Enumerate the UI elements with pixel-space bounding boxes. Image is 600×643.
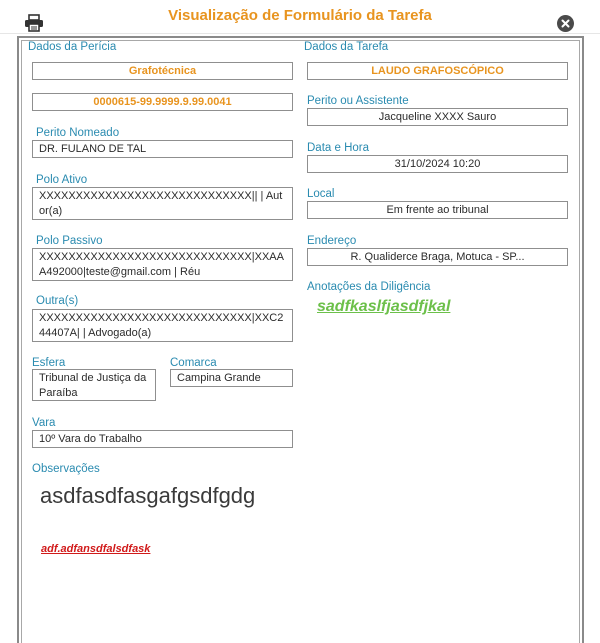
anotacoes-signature: sadfkaslfjasdfjkal xyxy=(317,298,451,315)
modal-header xyxy=(0,0,600,34)
polo-passivo-field: XXXXXXXXXXXXXXXXXXXXXXXXXXXXX|XXAAA492000|teste@gmail.com | Réu xyxy=(32,248,293,281)
modal-title: Visualização de Formulário da Tarefa xyxy=(168,7,432,24)
polo-ativo-label: Polo Ativo xyxy=(36,174,88,186)
outras-field: XXXXXXXXXXXXXXXXXXXXXXXXXXXXX|XXC244407A| | Advogado(a) xyxy=(32,309,293,342)
anotacoes-label: Anotações da Diligência xyxy=(307,281,431,293)
section-label-tarefa: Dados da Tarefa xyxy=(304,41,389,53)
pericia-type-field: Grafotécnica xyxy=(32,62,293,80)
polo-passivo-label: Polo Passivo xyxy=(36,235,103,247)
esfera-label: Esfera xyxy=(32,357,66,369)
vara-label: Vara xyxy=(32,417,56,429)
esfera-field: Tribunal de Justiça da Paraíba xyxy=(32,369,156,401)
observacoes-signature: adf.adfansdfalsdfask xyxy=(41,543,151,555)
outras-label: Outra(s) xyxy=(36,295,79,307)
data-hora-label: Data e Hora xyxy=(307,142,370,154)
comarca-field: Campina Grande xyxy=(170,369,293,387)
perito-assistente-field: Jacqueline XXXX Sauro xyxy=(307,108,568,126)
process-number-field: 0000615-99.9999.9.99.0041 xyxy=(32,93,293,111)
observacoes-text: asdfasdfasgafgsdfgdg xyxy=(40,483,256,508)
local-label: Local xyxy=(307,188,335,200)
section-label-pericia: Dados da Perícia xyxy=(28,41,117,53)
task-type-field: LAUDO GRAFOSCÓPICO xyxy=(307,62,568,80)
observacoes-label: Observações xyxy=(32,463,100,475)
perito-nomeado-label: Perito Nomeado xyxy=(36,127,120,139)
close-circle-icon[interactable] xyxy=(557,15,574,32)
perito-nomeado-field: DR. FULANO DE TAL xyxy=(32,140,293,158)
endereco-label: Endereço xyxy=(307,235,357,247)
polo-ativo-field: XXXXXXXXXXXXXXXXXXXXXXXXXXXXX|| | Autor(a) xyxy=(32,187,293,220)
endereco-field: R. Qualiderce Braga, Motuca - SP... xyxy=(307,248,568,266)
data-hora-field: 31/10/2024 10:20 xyxy=(307,155,568,173)
comarca-label: Comarca xyxy=(170,357,217,369)
local-field: Em frente ao tribunal xyxy=(307,201,568,219)
vara-field: 10º Vara do Trabalho xyxy=(32,430,293,448)
perito-assistente-label: Perito ou Assistente xyxy=(307,95,409,107)
